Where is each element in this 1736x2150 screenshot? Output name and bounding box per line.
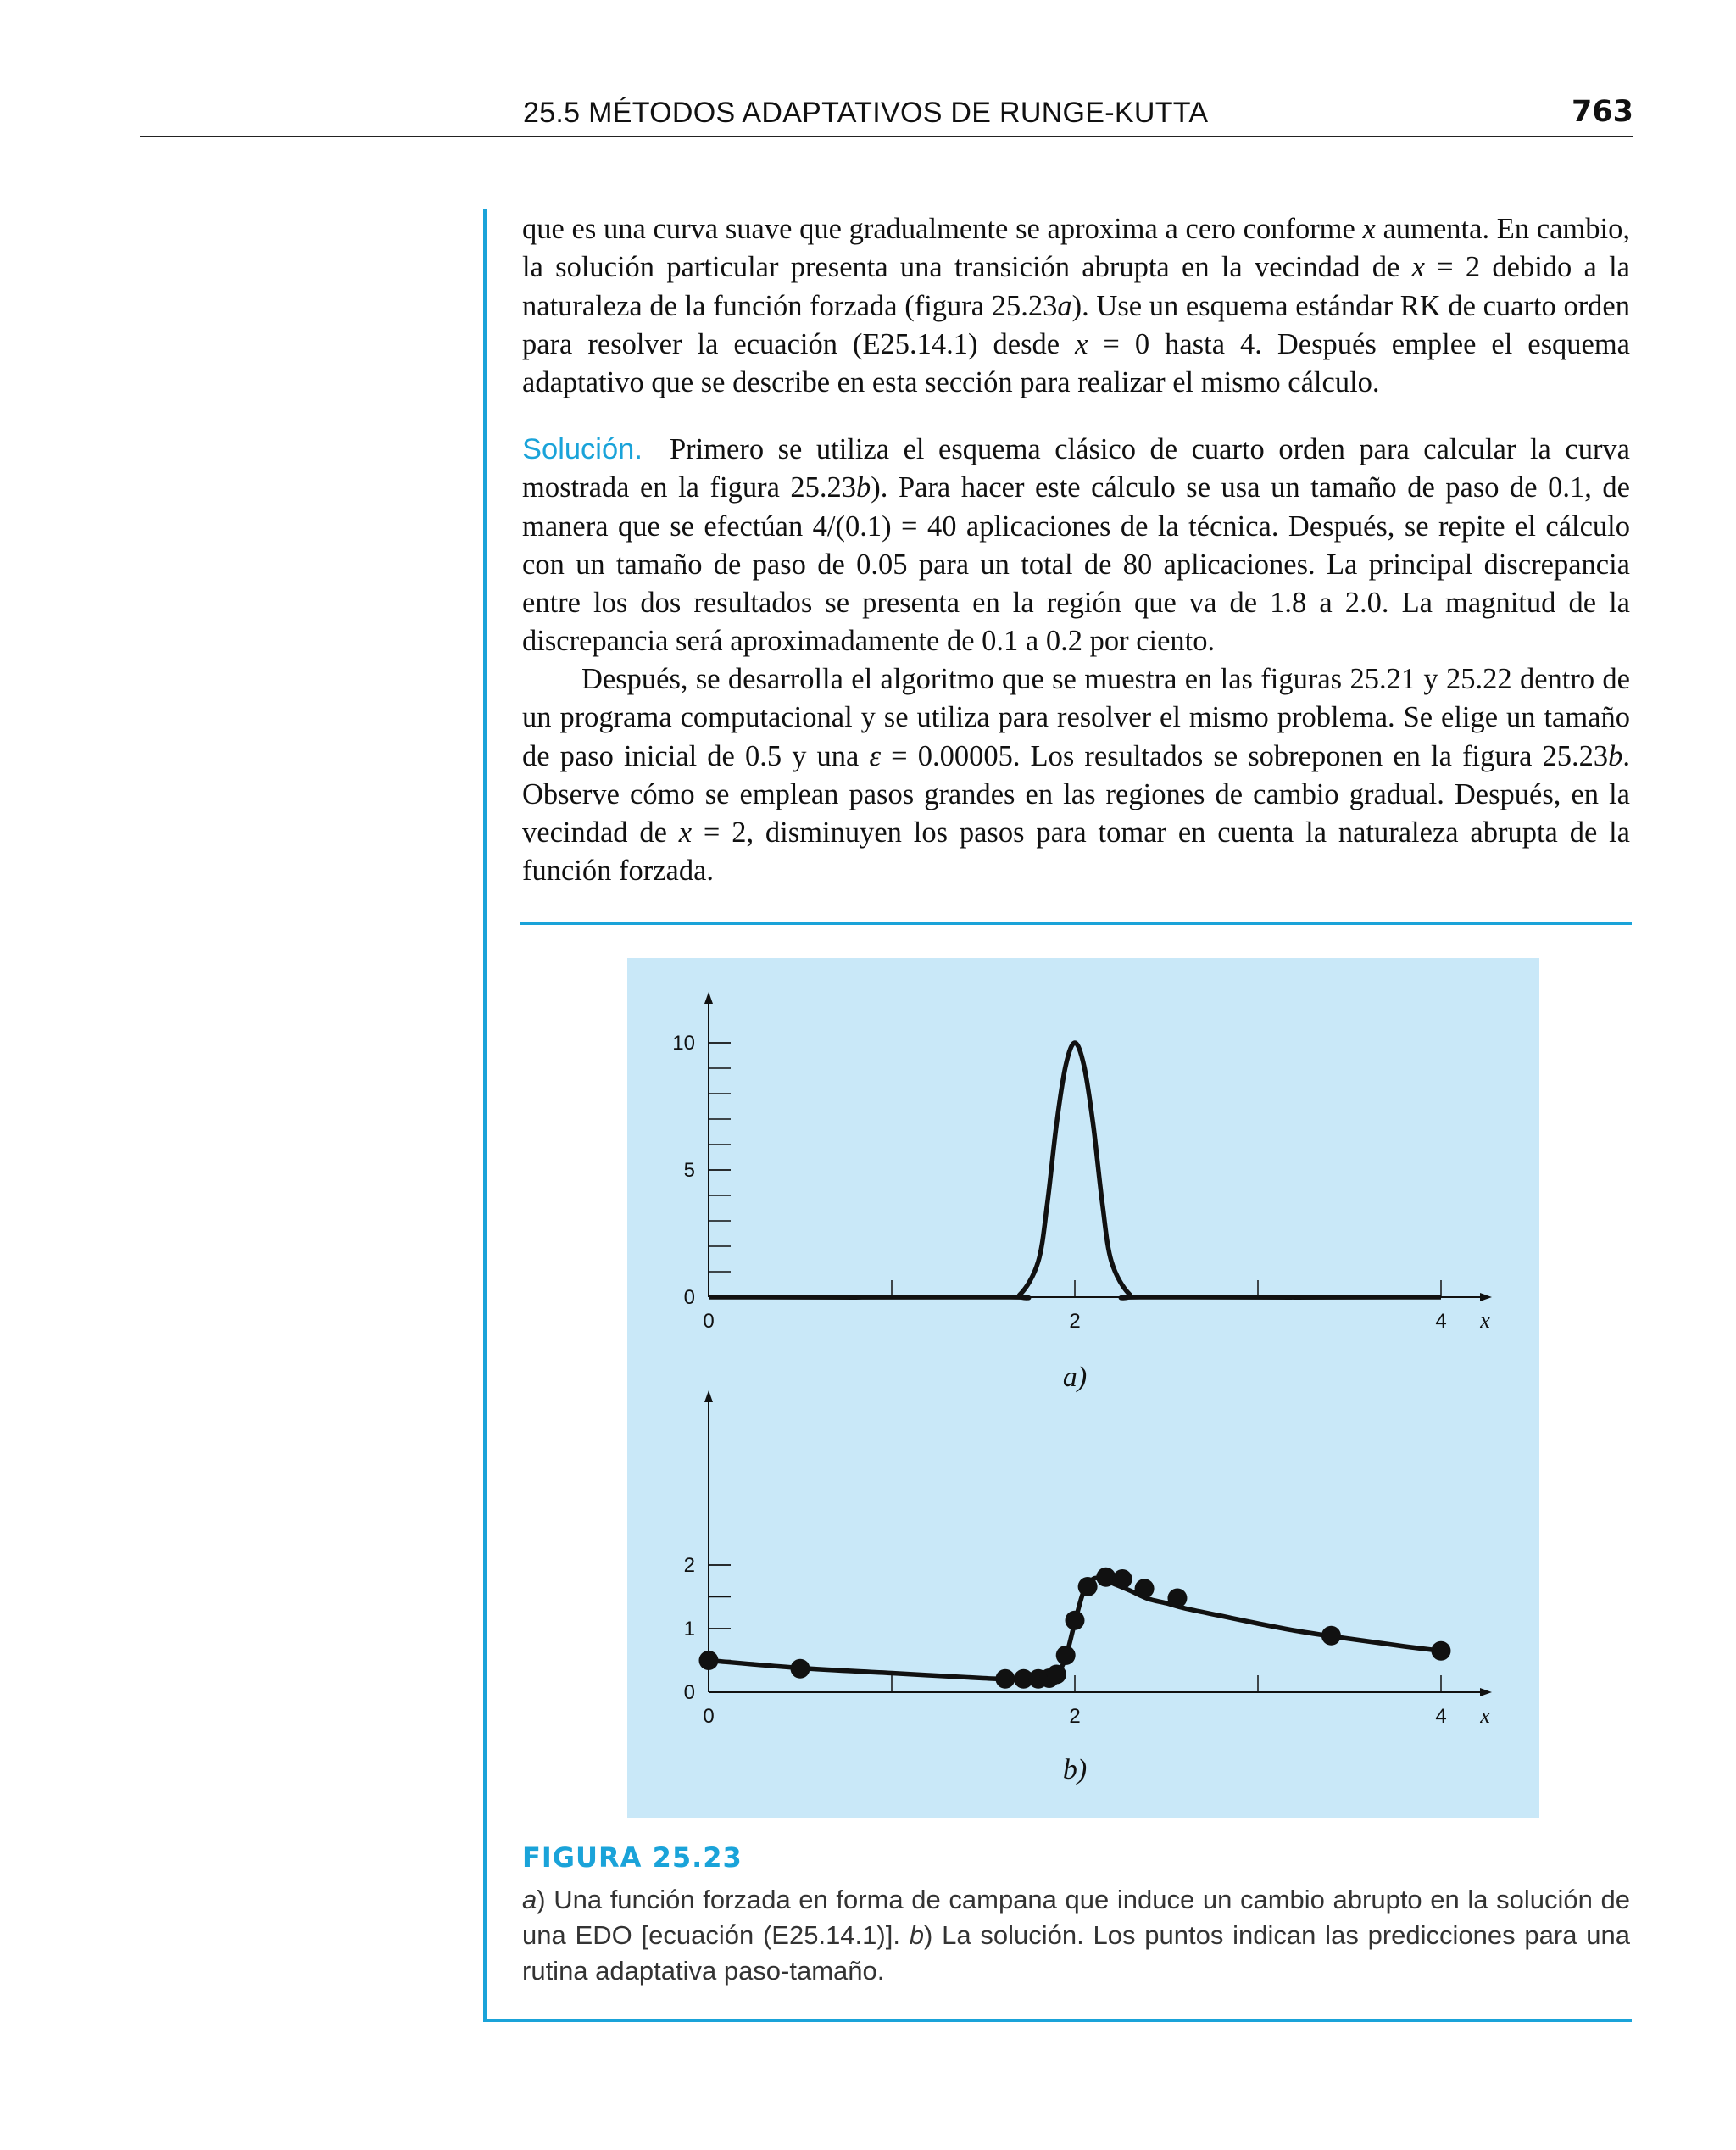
plot-b-data-point: [1078, 1577, 1098, 1596]
plot-b-data-point: [1096, 1568, 1116, 1587]
plot-b-data-point: [1135, 1579, 1155, 1598]
running-head: [140, 93, 1633, 137]
plot-a-x-tick-label: 2: [1069, 1310, 1081, 1333]
plot-b-data-point: [1113, 1569, 1132, 1589]
figure-svg: [627, 958, 1539, 1818]
plot-a-sublabel: a): [1062, 1362, 1088, 1393]
figure-panel: [627, 958, 1539, 1818]
plot-a-x-tick-label: 0: [703, 1310, 715, 1333]
plot-b-data-point: [1066, 1611, 1085, 1630]
figure-caption: a) Una función forzada en forma de campana que induce un cambio abrupto en la solución de una EDO [ecuación (E25.14.1)]. b) La solución. Los puntos indican las predicciones para una rutina adaptativa paso-tamaño.: [522, 1885, 1630, 1986]
plot-b-x-tick-label: 2: [1069, 1705, 1081, 1728]
plot-b-data-point: [1056, 1646, 1076, 1665]
plot-b-data-point: [1047, 1665, 1066, 1685]
plot-b-data-point: [1432, 1641, 1451, 1661]
plot-b-x-tick-label: 4: [1435, 1705, 1447, 1728]
plot-b-data-point: [699, 1651, 719, 1670]
plot-b-data-point: [791, 1659, 810, 1679]
plot-b-x-axis-label: x: [1480, 1703, 1490, 1728]
plot-b-y-tick-label: 2: [683, 1554, 695, 1577]
plot-b-data-point: [1167, 1589, 1187, 1608]
plot-a-y-tick-label: 10: [672, 1032, 695, 1055]
paragraph-intro: que es una curva suave que gradualmente se aproxima a cero conforme x aumenta. En cambio, la solución particular presenta una transición abrupta en la vecindad de x = 2 debido a la naturaleza de la función forzada (figura 25.23a). Use un esquema estándar RK de cuarto orden para resolver la ecuación (E25.14.1) desde x = 0 hasta 4. Después emplee el esquema adaptativo que se describe en esta sección para realizar el mismo cálculo.: [522, 213, 1630, 399]
plot-b-data-point: [995, 1669, 1015, 1689]
figure-top-rule: [520, 922, 1632, 925]
plot-b-data-point: [1321, 1626, 1341, 1646]
solution-label: Solución.: [522, 433, 643, 465]
margin-rule: [483, 209, 487, 2022]
plot-b-sublabel: b): [1062, 1754, 1088, 1785]
paragraph-adaptive: Después, se desarrolla el algoritmo que se muestra en las figuras 25.21 y 25.22 dentro de un programa computacional y se utiliza para resolver el mismo problema. Se elige un tamaño de paso inicial de 0.5 y una ε = 0.00005. Los resultados se sobreponen en la figura 25.23b. Observe cómo se emplean pasos grandes en las regiones de cambio gradual. Después, en la vecindad de x = 2, disminuyen los pasos para tomar en cuenta la naturaleza abrupta de la función forzada.: [522, 663, 1630, 888]
plot-a-x-axis-label: x: [1480, 1308, 1490, 1333]
plot-b-y-tick-label: 1: [683, 1618, 695, 1640]
page-number: 763: [1571, 95, 1633, 129]
figure-bottom-rule: [483, 2019, 1632, 2022]
plot-a-y-tick-label: 0: [683, 1286, 695, 1309]
plot-b-x-tick-label: 0: [703, 1705, 715, 1728]
plot-a-y-tick-label: 5: [683, 1159, 695, 1182]
plot-b-y-tick-label: 0: [683, 1681, 695, 1704]
figure-title: FIGURA 25.23: [522, 1841, 743, 1874]
plot-a-x-tick-label: 4: [1435, 1310, 1447, 1333]
paragraph-solution: Solución. Primero se utiliza el esquema clásico de cuarto orden para calcular la curva mostrada en la figura 25.23b). Para hacer este cálculo se usa un tamaño de paso de 0.1, de manera que se efectúan 4/(0.1) = 40 aplicaciones de la técnica. Después, se repite el cálculo con un tamaño de paso de 0.05 para un total de 80 aplicaciones. La principal discrepancia entre los dos resultados se presenta en la región que va de 1.8 a 2.0. La magnitud de la discrepancia será aproximadamente de 0.1 a 0.2 por ciento.: [522, 433, 1630, 658]
section-title: 25.5 MÉTODOS ADAPTATIVOS DE RUNGE-KUTTA: [523, 97, 1209, 129]
